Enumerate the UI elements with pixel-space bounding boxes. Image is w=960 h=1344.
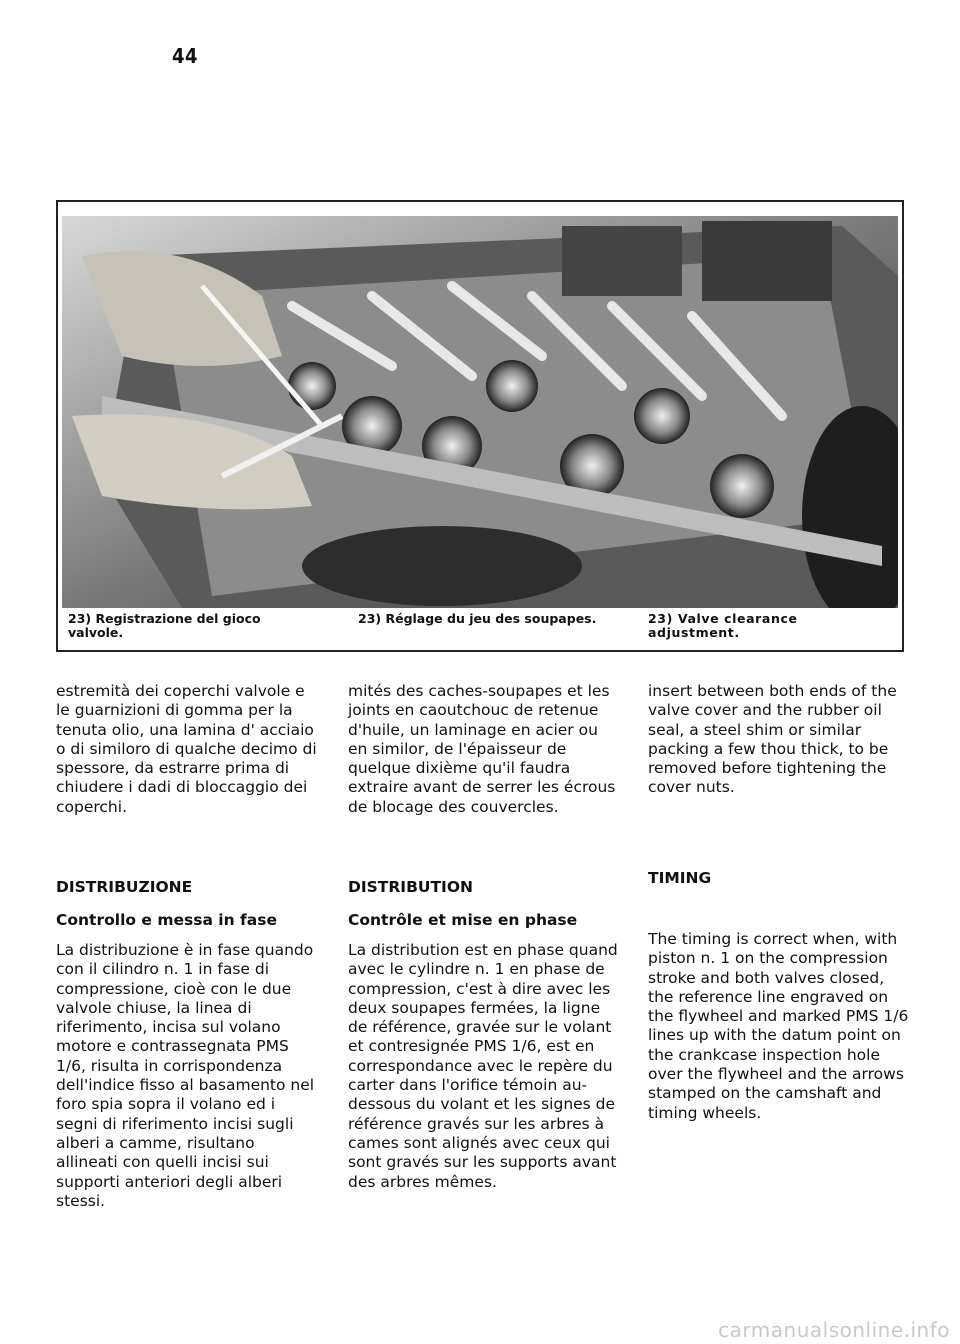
english-heading: TIMING bbox=[648, 869, 712, 887]
page-number: 44 bbox=[172, 44, 199, 68]
italian-intro: estremità dei coperchi valvole e le guarnizioni di gomma per la tenuta olio, una lamina d' acciaio o di similoro di qualche decimo di spessore, da estrarre prima di chiudere i dadi di bloccaggio dei coperchi. bbox=[56, 682, 317, 816]
engine-photo bbox=[62, 216, 898, 608]
italian-subheading: Controllo e messa in fase bbox=[56, 911, 277, 929]
english-intro: insert between both ends of the valve cover and the rubber oil seal, a steel shim or similar packing a few thou thick, to be removed before tightening the cover nuts. bbox=[648, 682, 897, 797]
caption-english bbox=[648, 612, 893, 640]
french-body: La distribution est en phase quand avec le cylindre n. 1 en phase de compression, c'est à dire avec les deux soupapes fermées, la ligne de référence, gravée sur le volant et contresignée PMS 1/6, est en correspondance avec le repère du carter dans l'orifice témoin au-dessous du volant et les signes de référence gravés sur les arbres à cames sont alignés avec ceux qui sont gravés sur les supports avant des arbres mêmes. bbox=[348, 941, 618, 1191]
engine-photo-illustration bbox=[62, 216, 898, 608]
caption-english-text: 23) Valve clearance adjustment. bbox=[648, 611, 798, 640]
french-subheading: Contrôle et mise en phase bbox=[348, 911, 578, 929]
caption-italian: 23) Registrazione del gioco valvole. bbox=[68, 611, 261, 640]
figure-frame bbox=[56, 200, 904, 652]
english-body: The timing is correct when, with piston n. 1 on the compression stroke and both valves closed, the reference line engraved on the flywheel and marked PMS 1/6 lines up with the datum point on the crankcase inspection hole over the flywheel and the arrows stamped on the camshaft and timing wheels. bbox=[648, 930, 909, 1122]
italian-heading: DISTRIBUZIONE bbox=[56, 878, 193, 896]
caption-french: 23) Réglage du jeu des soupapes. bbox=[358, 611, 597, 626]
watermark: carmanualsonline.info bbox=[718, 1318, 950, 1342]
french-heading: DISTRIBUTION bbox=[348, 878, 473, 896]
italian-body: La distribuzione è in fase quando con il cilindro n. 1 in fase di compressione, cioè con le due valvole chiuse, la linea di riferimento, incisa sul volano motore e contrassegnata PMS 1/6, risulta in corrispondenza dell'indice fisso al basamento nel foro spia sopra il volano ed i segni di riferimento incisi sugli alberi a camme, risultano allineati con quelli incisi sui supporti anteriori degli alberi stessi. bbox=[56, 941, 315, 1210]
french-intro: mités des caches-soupapes et les joints en caoutchouc de retenue d'huile, un laminage en acier ou en similor, de l'épaisseur de quelque dixième qu'il faudra extraire avant de serrer les écrous de blocage des couvercles. bbox=[348, 682, 616, 816]
